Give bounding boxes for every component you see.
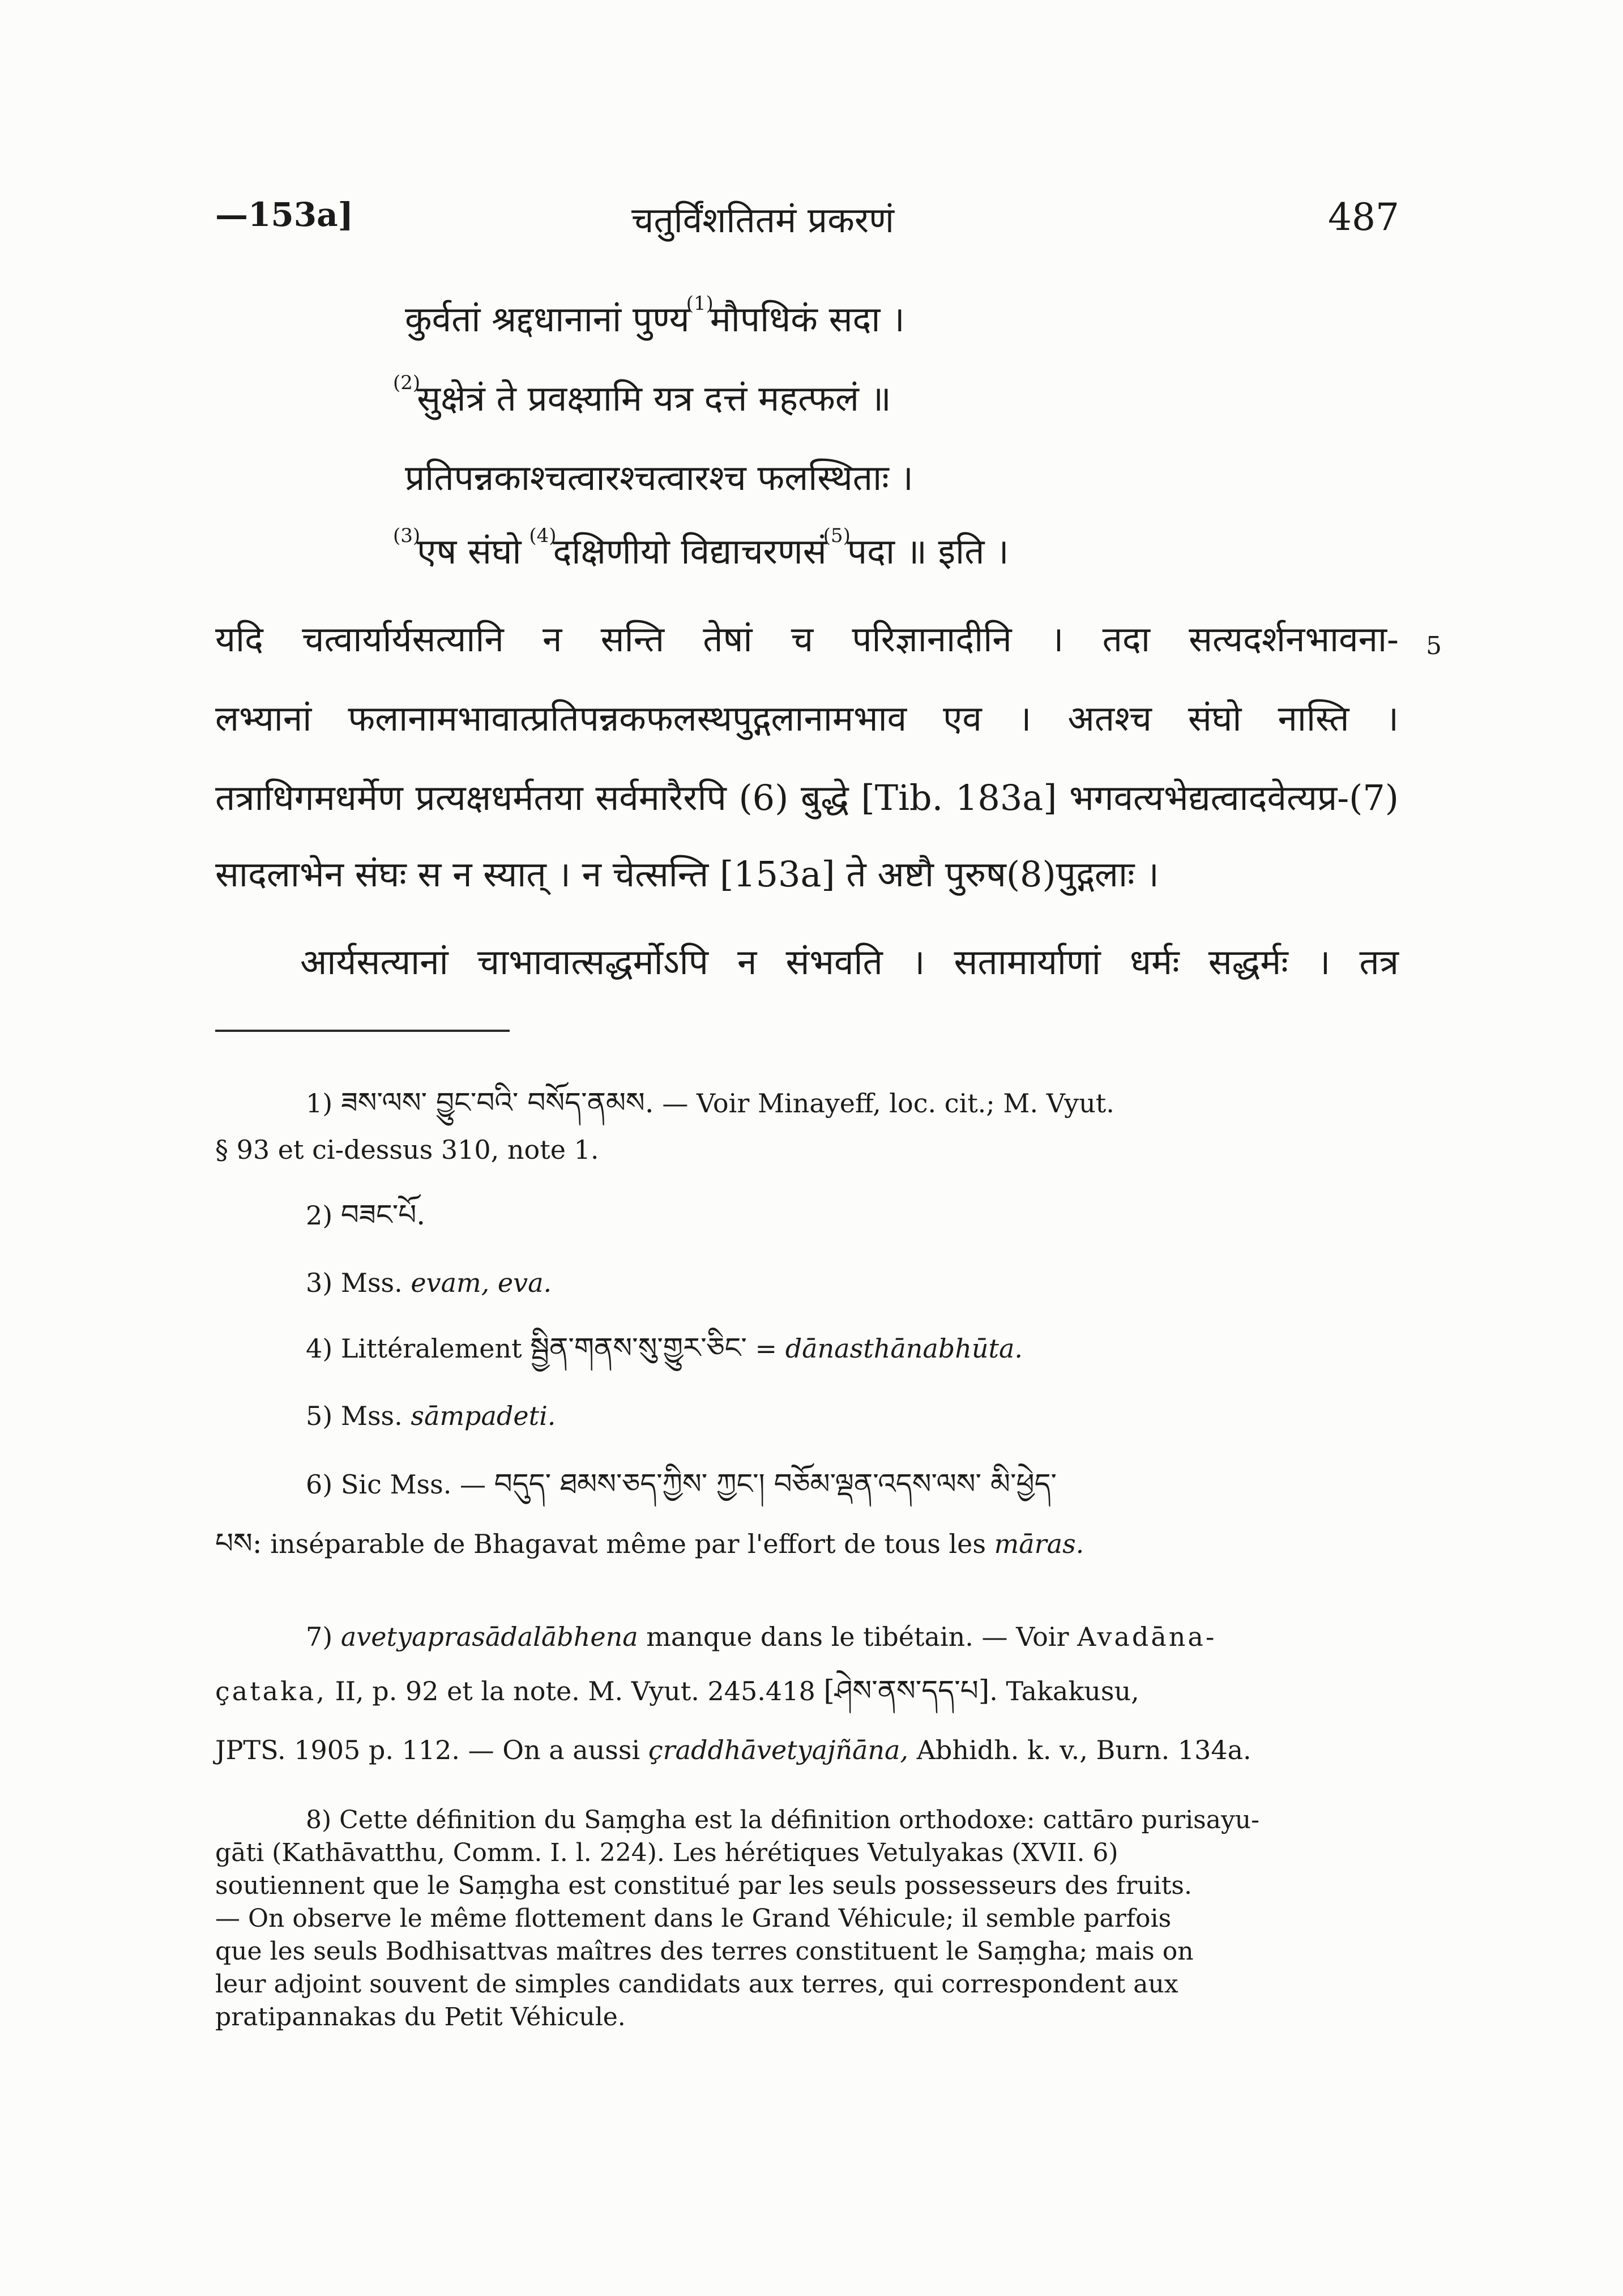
footnote-3: 3) Mss. evam, eva. bbox=[306, 1268, 552, 1298]
footnote-2: 2) བཟང་པོ. bbox=[306, 1198, 426, 1231]
verse-line-1: कुर्वतां श्रद्दधानानां पुण्य$^{(1)}$मौपधिकं सदा । bbox=[405, 292, 905, 340]
footnote-6: 6) Sic Mss. — བདུད་ ཐམས་ཅད་ཀྱིས་ ཀྱང་། བཅོམ་ལྡན་འདས་ལས་ མི་ཕྱེད་ bbox=[306, 1467, 1057, 1500]
verse-line-3: प्रतिपन्नकाश्चत्वारश्चत्वारश्च फलस्थिताः । bbox=[405, 457, 913, 498]
footnote-8 bbox=[215, 1804, 1399, 2034]
footnote-1-cont: § 93 et ci-dessus 310, note 1. bbox=[215, 1134, 599, 1165]
footnote-7-cont-2: JPTS. 1905 p. 112. — On a aussi çraddhāvetyajñāna, Abhidh. k. v., Burn. 134a. bbox=[215, 1735, 1252, 1765]
footnote-1: 1) ཟས་ལས་ བྱུང་བའི་ བསོད་ནམས. — Voir Minayeff, loc. cit.; M. Vyut. bbox=[306, 1086, 1114, 1119]
footnote-8-line: leur adjoint souvent de simples candidats aux terres, qui correspondent aux bbox=[215, 1970, 1178, 1999]
footnote-4: 4) Littéralement སྦྱིན་གནས་སུ་གྱུར་ཅིང་ = dānasthānabhūta. bbox=[306, 1331, 1023, 1364]
footnote-8-line: pratipannakas du Petit Véhicule. bbox=[215, 2003, 626, 2032]
prose-line-4: सादलाभेन संघः स न स्यात् । न चेत्सन्ति [153a] ते अष्टौ पुरुष(8)पुद्गलाः । bbox=[215, 853, 1159, 895]
verse-line-4: $^{(3)}$एष संघो $^{(4)}$दक्षिणीयो विद्याचरणसं$^{(5)}$पदा ॥ इति । bbox=[393, 524, 1009, 572]
footnote-8-line: que les seuls Bodhisattvas maîtres des terres constituent le Saṃgha; mais on bbox=[215, 1937, 1194, 1966]
footnote-6-cont: པས: inséparable de Bhagavat même par l'effort de tous les māras. bbox=[215, 1527, 1084, 1560]
footnote-8-line: — On observe le même flottement dans le Grand Véhicule; il semble parfois bbox=[215, 1904, 1172, 1933]
header-left-ref: —153a] bbox=[215, 195, 354, 234]
footnote-8-line: 8) Cette définition du Saṃgha est la définition orthodoxe: cattāro purisayu- bbox=[306, 1806, 1260, 1834]
prose-line-3: तत्राधिगमधर्मेण प्रत्यक्षधर्मतया सर्वमारैरपि (6) बुद्धे [Tib. 183a] भगवत्यभेद्यत्वादवेत्यप्र-(7) bbox=[215, 777, 1399, 818]
header-title: चतुर्विंशतितमं प्रकरणं bbox=[631, 199, 895, 241]
footnote-8-line: gāti (Kathāvatthu, Comm. I. l. 224). Les hérétiques Vetulyakas (XVII. 6) bbox=[215, 1838, 1118, 1867]
footnote-8-line: soutiennent que le Saṃgha est constitué par les seuls possesseurs des fruits. bbox=[215, 1871, 1192, 1900]
verse-line-2: $^{(2)}$सुक्षेत्रं ते प्रवक्ष्यामि यत्र दत्तं महत्फलं ॥ bbox=[393, 372, 891, 419]
prose-line-1: यदि चत्वार्यार्यसत्यानि न सन्ति तेषां च परिज्ञानादीनि । तदा सत्यदर्शनभावना- bbox=[215, 618, 1399, 660]
footnote-7-cont-1: çataka, II, p. 92 et la note. M. Vyut. 245.418 [ཤེས་ནས་དད་པ]. Takakusu, bbox=[215, 1674, 1139, 1707]
footnote-5: 5) Mss. sāmpadeti. bbox=[306, 1401, 556, 1431]
margin-line-number: 5 bbox=[1426, 631, 1442, 660]
page-number: 487 bbox=[1328, 195, 1399, 239]
footnote-7: 7) avetyaprasādalābhena manque dans le tibétain. — Voir Avadāna- bbox=[306, 1621, 1217, 1652]
prose-line-2: लभ्यानां फलानामभावात्प्रतिपन्नकफलस्थपुद्गलानामभाव एव । अतश्च संघो नास्ति । bbox=[215, 698, 1399, 739]
footnote-rule bbox=[215, 1030, 510, 1032]
prose-line-5: आर्यसत्यानां चाभावात्सद्धर्मोऽपि न संभवति । सतामार्याणां धर्मः सद्धर्मः । तत्र bbox=[300, 941, 1399, 983]
